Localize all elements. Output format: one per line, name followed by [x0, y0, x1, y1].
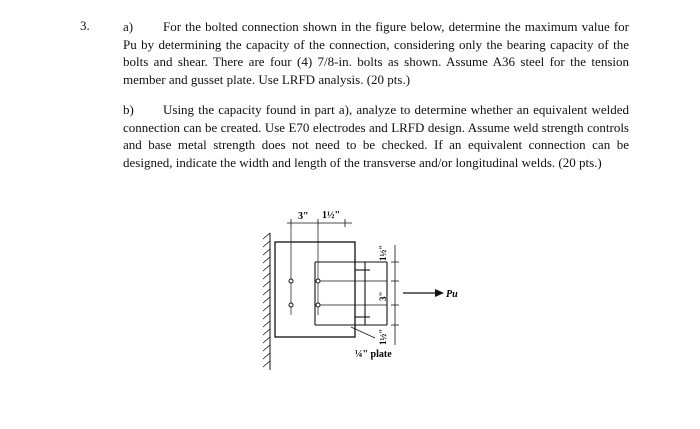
dim-right-top: 1½" — [378, 244, 388, 261]
part-a-label: a) — [123, 19, 134, 34]
bolt — [289, 303, 293, 307]
top-dimension — [287, 219, 352, 227]
part-b-text: Using the capacity found in part a), analyze to determine whether an equivalent welded connection can be created. Use E70 electrodes and LRFD design. Assume weld strength controls and base metal strength does not need to be checked. If an equivalent connection can be designed, indicate the width and length of the transverse and/or longitudinal welds. (20 pts.) — [123, 102, 629, 170]
bolt — [316, 279, 320, 283]
bolt — [289, 279, 293, 283]
load-arrow — [403, 289, 444, 297]
bolt — [316, 303, 320, 307]
load-label: Pu — [446, 289, 458, 300]
part-a — [123, 18, 629, 88]
connection-figure — [255, 205, 475, 380]
dim-right-mid: 3" — [378, 291, 388, 301]
right-dimension — [391, 245, 399, 345]
part-a-text: For the bolted connection shown in the figure below, determine the maximum value for Pu by determining the capacity of the connection, considering only the bearing capacity of the bolts and shear. There are four (4) 7/8-in. bolts as shown. Assume A36 steel for the tension member and gusset plate. Use LRFD analysis. (20 pts.) — [123, 19, 629, 87]
dim-top-right: 1½" — [322, 210, 341, 221]
bolt-centerlines — [291, 227, 387, 315]
part-b — [123, 101, 629, 171]
plate-label: ¼" plate — [355, 349, 392, 360]
dim-top-left: 3" — [298, 211, 309, 222]
dim-right-bottom: 1½" — [378, 328, 388, 345]
part-b-label: b) — [123, 102, 134, 117]
wall-support — [263, 233, 270, 370]
tension-member — [315, 262, 387, 325]
question-number: 3. — [80, 18, 90, 33]
